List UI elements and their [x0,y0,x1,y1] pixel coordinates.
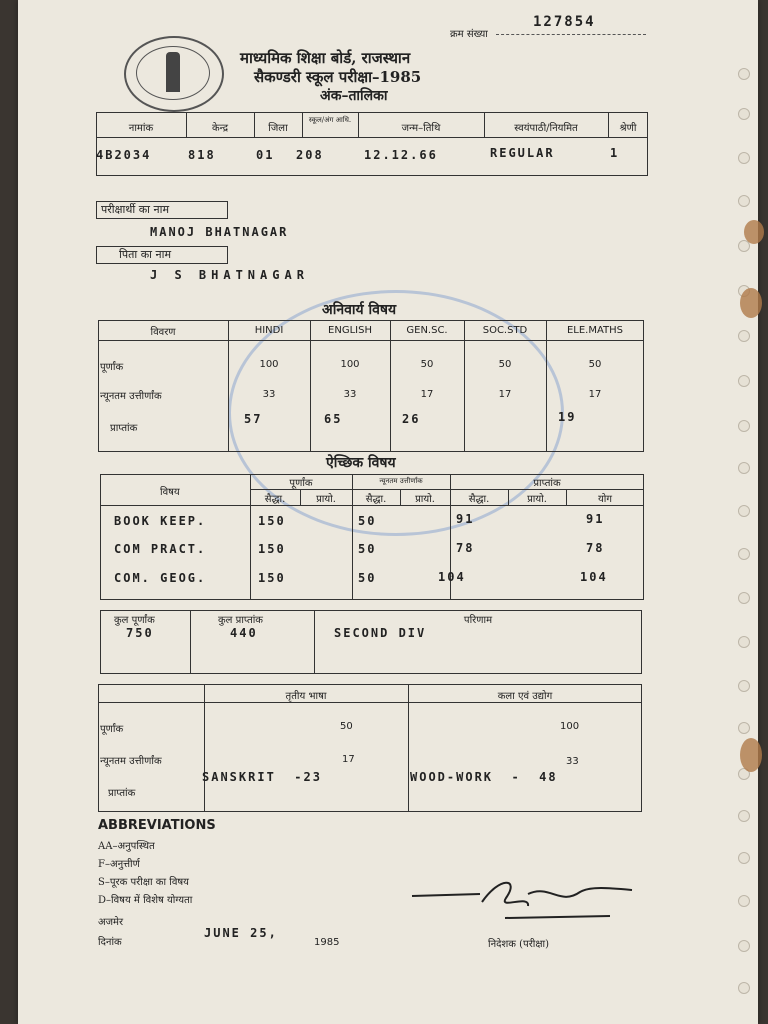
group-obt: प्राप्तांक [533,478,561,489]
district-value: 01 [256,148,275,162]
abbreviations-title: ABBREVIATIONS [98,818,216,833]
abbrev-item: D–विषय में विशेष योग्यता [98,895,193,906]
abbrev-item: F–अनुत्तीर्ण [98,859,140,870]
max-hindi: 100 [259,359,279,370]
opt-max-2: 150 [258,542,286,556]
compulsory-title: अनिवार्य विषय [322,302,397,318]
candidate-label: परीक्षार्थी का नाम [96,201,228,219]
min-hindi: 33 [262,389,276,400]
min-socstd: 17 [498,389,512,400]
lang-obt: SANSKRIT -23 [202,770,322,784]
sub-practical-2: प्रायो. [415,494,435,505]
art-obt: WOOD-WORK - 48 [410,770,558,784]
opt-min-2: 50 [358,542,377,556]
row-min-label: न्यूनतम उत्तीर्णांक [100,391,162,402]
col-english: ENGLISH [328,325,372,336]
date-value: JUNE 25, [204,926,278,940]
father-name: J S BHATNAGAR [150,268,309,282]
opt-min-1: 50 [358,514,377,528]
extra-max-label: पूर्णांक [100,724,124,735]
opt-max-3: 150 [258,571,286,585]
sub-total: योग [597,494,613,505]
opt-max-1: 150 [258,514,286,528]
division-value: 1 [610,146,620,160]
row-max-label: पूर्णांक [100,362,124,373]
opt-obt-2: 78 [456,541,475,555]
min-elemaths: 17 [588,389,602,400]
opt-subject-2: COM PRACT. [114,542,207,556]
opt-subject-1: BOOK KEEP. [114,514,207,528]
art-min: 33 [566,756,579,767]
abbrev-item: AA–अनुपस्थित [98,841,155,852]
serial-label: क्रम संख्या [450,29,488,40]
centre-value: 818 [188,148,216,162]
district-header: जिला [268,123,288,134]
art-max: 100 [560,721,580,732]
result-value: SECOND DIV [334,626,427,640]
dob-value: 12.12.66 [364,148,438,162]
roll-value: 4B2034 [96,148,152,162]
opt-subject-3: COM. GEOG. [114,571,207,585]
opt-total-1: 91 [586,512,605,526]
total-max-value: 750 [126,626,154,640]
school-value: 208 [296,148,324,162]
sub-practical-1: प्रायो. [316,494,336,505]
third-language-header: तृतीय भाषा [285,691,327,702]
optional-subject-header: विषय [160,487,180,498]
obt-hindi: 57 [244,412,263,426]
max-elemaths: 50 [588,359,602,370]
sub-theory-3: सैद्धा. [468,494,490,505]
col-socstd: SOC.STD [482,325,528,336]
board-seal-icon [124,36,224,112]
row-obt-label: प्राप्तांक [110,423,138,434]
school-header: स्कूल/अंग आधि. [308,116,352,124]
place: अजमेर [98,917,124,928]
opt-min-3: 50 [358,571,377,585]
abbrev-item: S–पूरक परीक्षा का विषय [98,877,189,888]
opt-total-3: 104 [580,570,608,584]
max-socstd: 50 [498,359,512,370]
extra-obt-label: प्राप्तांक [108,788,136,799]
total-obt-value: 440 [230,626,258,640]
marksheet-page [18,0,758,1024]
max-gensc: 50 [420,359,434,370]
result-label: परिणाम [463,615,493,626]
max-english: 100 [340,359,360,370]
mode-header: स्वयंपाठी/नियमित [514,123,578,134]
mode-value: REGULAR [490,146,555,160]
extra-min-label: न्यूनतम उत्तीर्णांक [100,756,162,767]
group-min: न्यूनतम उत्तीर्णांक [379,477,423,485]
sub-practical-3: प्रायो. [527,494,547,505]
candidate-name: MANOJ BHATNAGAR [150,225,289,239]
obt-english: 65 [324,412,343,426]
opt-total-2: 78 [586,541,605,555]
col-elemaths: ELE.MATHS [566,325,624,336]
opt-obt-1: 91 [456,512,475,526]
col-hindi: HINDI [254,325,284,336]
opt-obt-3: 104 [438,570,466,584]
signatory: निदेशक (परीक्षा) [488,939,550,950]
col-gensc: GEN.SC. [406,325,448,336]
division-header: श्रेणी [619,123,637,134]
date-year: 1985 [314,937,340,948]
min-english: 33 [343,389,357,400]
centre-header: केन्द्र [211,123,229,134]
exam-title: सैकण्डरी स्कूल परीक्षा–1985 [254,68,422,86]
serial-number: 127854 [533,14,596,30]
lang-max: 50 [340,721,353,732]
optional-title: ऐच्छिक विषय [326,455,396,471]
date-label: दिनांक [98,937,122,948]
total-max-label: कुल पूर्णांक [114,615,155,626]
sub-theory-1: सैद्धा. [264,494,286,505]
group-max: पूर्णांक [289,478,313,489]
extra-table [98,684,642,812]
dob-header: जन्म–तिथि [401,123,441,134]
board-name: माध्यमिक शिक्षा बोर्ड, राजस्थान [240,49,411,67]
total-obt-label: कुल प्राप्तांक [218,615,263,626]
lang-min: 17 [342,754,355,765]
obt-elemaths: 19 [558,410,577,424]
compulsory-header-label: विवरण [150,327,176,338]
sub-theory-2: सैद्धा. [365,494,387,505]
father-label: पिता का नाम [96,246,228,264]
art-craft-header: कला एवं उद्योग [497,691,553,702]
min-gensc: 17 [420,389,434,400]
obt-gensc: 26 [402,412,421,426]
doc-type: अंक–तालिका [320,88,388,104]
roll-header: नामांक [128,123,154,134]
signature-icon [410,876,640,926]
